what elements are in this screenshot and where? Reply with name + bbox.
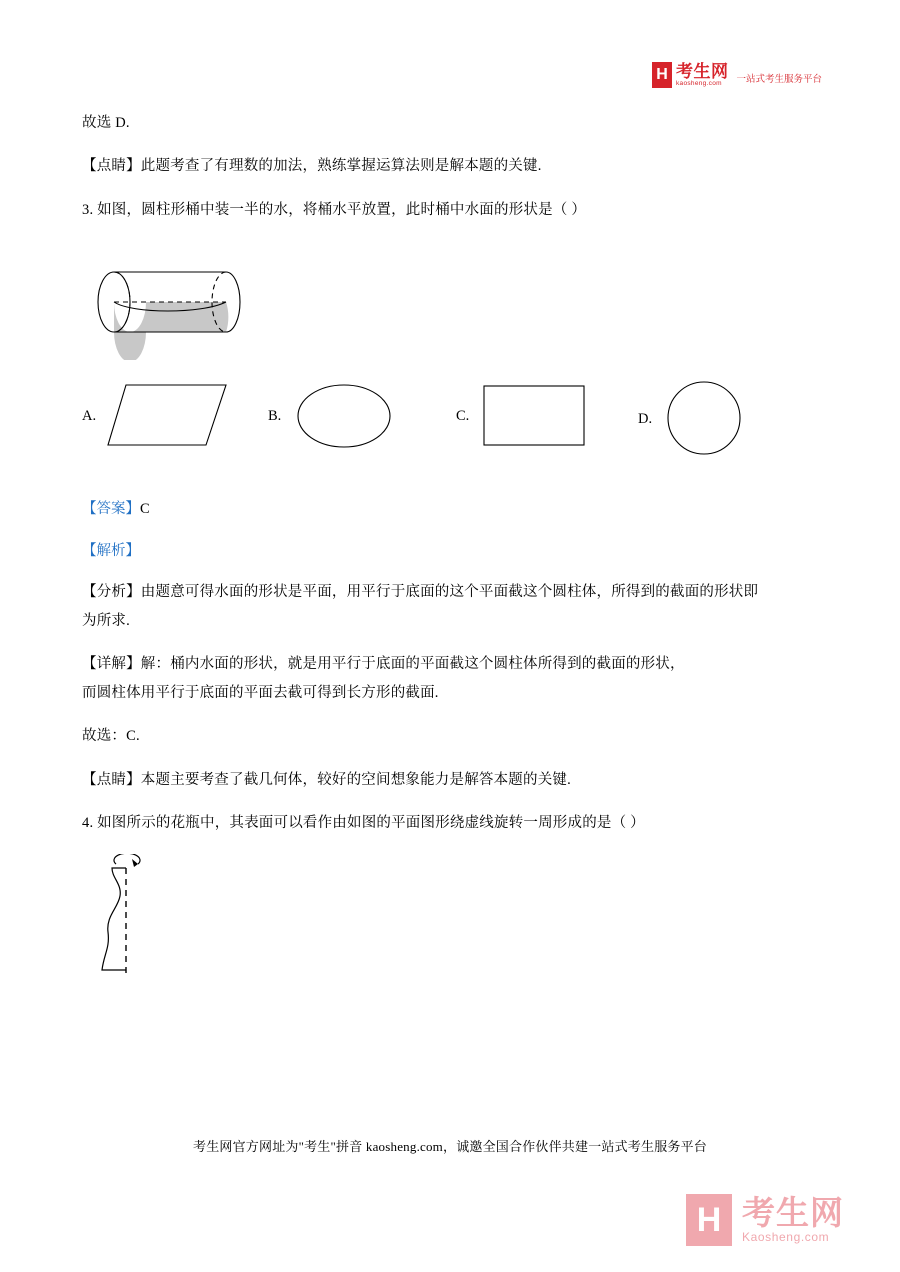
vase-figure [96, 854, 824, 989]
answer-label: 【答案】 [82, 501, 140, 518]
answer-line [82, 497, 824, 518]
parallelogram-shape [106, 379, 232, 453]
paragraph-gu-xuan-d: 故选 D. [82, 115, 130, 131]
paragraph-fenxi: 【分析】由题意可得水面的形状是平面，用平行于底面的这个平面截这个圆柱体，所得到的截面的形状即 [82, 584, 759, 601]
logo-brand-name: 考生网 [675, 61, 729, 81]
question-4-stem: 4. 如图所示的花瓶中，其表面可以看作由如图的平面图形绕虚线旋转一周形成的是（ ） [82, 815, 645, 832]
option-c-label: C. [456, 407, 470, 424]
logo-tagline: 一站式考生服务平台 [736, 74, 822, 85]
option-a-label: A. [82, 407, 97, 424]
logo-mark-letter: H [656, 66, 668, 83]
vase-profile-svg [96, 854, 186, 984]
footer-logo-mark-icon [686, 1194, 732, 1246]
paragraph-gu-xuan-c: 故选：C. [82, 728, 140, 745]
document-content [82, 112, 824, 989]
paragraph-fenxi-cont: 为所求. [82, 612, 130, 629]
logo-brand-domain: kaosheng.com [675, 80, 722, 88]
option-a[interactable] [82, 379, 232, 453]
paragraph-dianjing-q3: 【点睛】本题主要考查了截几何体，较好的空间想象能力是解答本题的关键. [82, 771, 571, 788]
footer-logo-brand-domain: Kaosheng.com [742, 1230, 830, 1245]
footer-watermark-logo [686, 1194, 844, 1246]
cylinder-svg [92, 240, 252, 360]
option-d-label: D. [638, 410, 653, 427]
footer-note: 考生网官方网址为"考生"拼音 kaosheng.com，诚邀全国合作伙伴共建一站式考生服务平台 [193, 1139, 707, 1154]
logo-mark-icon [652, 62, 672, 88]
option-c[interactable] [456, 379, 590, 453]
option-d[interactable] [638, 379, 746, 459]
paragraph-xiangjie-cont: 而圆柱体用平行于底面的平面去截可得到长方形的截面. [82, 684, 439, 701]
footer-logo-mark-letter: H [696, 1201, 722, 1239]
option-b[interactable] [268, 379, 396, 453]
question-3-stem: 3. 如图，圆柱形桶中装一半的水，将桶水平放置，此时桶中水面的形状是（ ） [82, 201, 587, 218]
footer-logo-brand-name: 考生网 [742, 1193, 844, 1231]
ellipse-shape [292, 379, 396, 453]
cylinder-figure [92, 240, 824, 365]
question-3-options [82, 379, 824, 479]
paragraph-dianjing-q2: 【点睛】此题考查了有理数的加法，熟练掌握运算法则是解本题的关键. [82, 158, 542, 175]
answer-value: C [140, 501, 150, 518]
header-logo [652, 62, 822, 88]
logo-text-group [676, 63, 729, 88]
paragraph-xiangjie: 【详解】解：桶内水面的形状，就是用平行于底面的平面截这个圆柱体所得到的截面的形状， [82, 656, 685, 673]
analysis-label-line: 【解析】 [82, 543, 140, 560]
circle-shape [662, 379, 746, 459]
option-b-label: B. [268, 407, 282, 424]
footer-logo-text-group [742, 1193, 844, 1245]
rectangle-shape [480, 379, 590, 453]
